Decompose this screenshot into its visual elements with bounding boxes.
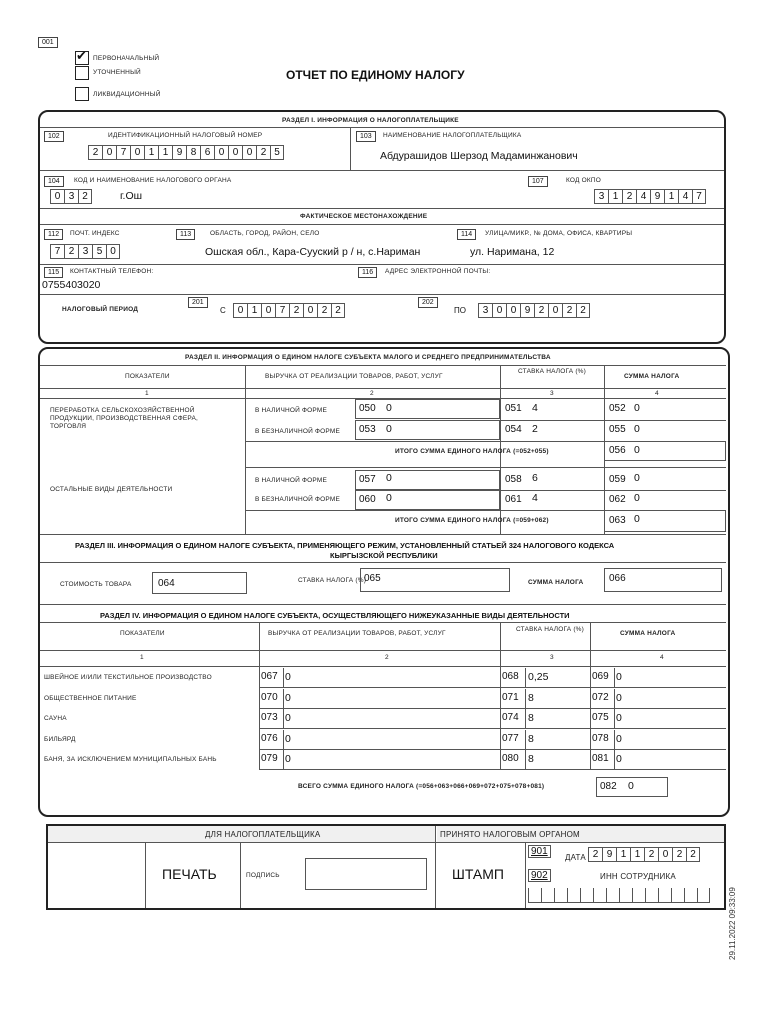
code-201: 201 — [188, 297, 208, 308]
s4-revenue-code: 067 — [261, 671, 278, 682]
sum-label: СУММА НАЛОГА — [528, 579, 584, 586]
s2-num-3: 3 — [550, 390, 554, 397]
s4-sum-value[interactable]: 0 — [616, 753, 622, 765]
field-065[interactable] — [360, 568, 510, 592]
s4-code-divider — [614, 730, 615, 749]
code-102: 102 — [44, 131, 64, 142]
s4-row-label: БИЛЬЯРД — [44, 736, 76, 743]
s4-rate-value[interactable]: 8 — [528, 712, 534, 724]
period-from-label: С — [220, 306, 226, 315]
value-053: 0 — [386, 423, 392, 435]
period-label: НАЛОГОВЫЙ ПЕРИОД — [62, 306, 139, 313]
s2-num-1: 1 — [145, 390, 149, 397]
taxpayer-name-label: НАИМЕНОВАНИЕ НАЛОГОПЛАТЕЛЬЩИКА — [383, 132, 522, 139]
s4-row-divider — [259, 749, 726, 750]
s4-col-revenue: ВЫРУЧКА ОТ РЕАЛИЗАЦИИ ТОВАРОВ, РАБОТ, УСЛУГ — [268, 630, 446, 637]
street[interactable]: ул. Наримана, 12 — [470, 246, 555, 258]
s2-noncash-label-1: В БЕЗНАЛИЧНОЙ ФОРМЕ — [255, 428, 341, 435]
s4-rate-code: 074 — [502, 712, 519, 723]
signature-label: ПОДПИСЬ — [246, 872, 280, 879]
code-064: 064 — [158, 578, 175, 589]
code-103: 103 — [356, 131, 376, 142]
employee-inn-cells[interactable] — [528, 888, 710, 903]
checkbox-initial[interactable] — [75, 48, 89, 65]
postal-cells[interactable]: 7 2 3 5 0 — [50, 244, 120, 259]
s4-sum-code: 072 — [592, 692, 609, 703]
checkbox-corrected[interactable] — [75, 66, 89, 80]
code-063: 063 — [609, 515, 626, 526]
value-054[interactable]: 2 — [532, 423, 538, 435]
s4-rate-code: 080 — [502, 753, 519, 764]
s4-revenue-code: 079 — [261, 753, 278, 764]
s4-row-divider — [259, 708, 726, 709]
code-053: 053 — [359, 424, 376, 435]
s4-row-label: ОБЩЕСТВЕННОЕ ПИТАНИЕ — [44, 695, 137, 702]
cost-label: СТОИМОСТЬ ТОВАРА — [60, 581, 132, 588]
code-062: 062 — [609, 494, 626, 505]
s2-col-indicators: ПОКАЗАТЕЛИ — [125, 373, 170, 380]
form-title: ОТЧЕТ ПО ЕДИНОМУ НАЛОГУ — [286, 68, 465, 82]
s4-revenue-code: 073 — [261, 712, 278, 723]
s4-code-divider — [283, 750, 284, 769]
s2-group-1: ПЕРЕРАБОТКА СЕЛЬСКОХОЗЯЙСТВЕННОЙ ПРОДУКЦИИ, ПРОИЗВОДСТВЕННАЯ СФЕРА, ТОРГОВЛЯ — [50, 407, 199, 430]
s2-num-2: 2 — [370, 390, 374, 397]
field-053[interactable] — [355, 420, 500, 440]
rate-label: СТАВКА НАЛОГА (%) — [298, 577, 367, 584]
value-057: 0 — [386, 472, 392, 484]
value-063: 0 — [634, 513, 640, 525]
s4-col-sum: СУММА НАЛОГА — [620, 630, 676, 637]
s2-group-2: ОСТАЛЬНЫЕ ВИДЫ ДЕЯТЕЛЬНОСТИ — [50, 486, 173, 493]
region[interactable]: Ошская обл., Кара-Сууский р / н, с.Нариман — [205, 246, 421, 258]
s4-code-divider — [525, 668, 526, 687]
code-902: 902 — [528, 869, 551, 882]
code-058: 058 — [505, 474, 522, 485]
tax-office-code[interactable]: 0 3 2 — [50, 189, 92, 204]
s4-code-divider — [283, 689, 284, 708]
s4-sum-code: 081 — [592, 753, 609, 764]
s2-col-revenue: ВЫРУЧКА ОТ РЕАЛИЗАЦИИ ТОВАРОВ, РАБОТ, УСЛУГ — [265, 373, 443, 380]
s4-col-rate: СТАВКА НАЛОГА (%) — [515, 626, 585, 633]
value-058[interactable]: 6 — [532, 472, 538, 484]
code-116: 116 — [358, 267, 377, 278]
section-4-header: РАЗДЕЛ IV. ИНФОРМАЦИЯ О ЕДИНОМ НАЛОГЕ СУБЪЕКТА, ОСУЩЕСТВЛЯЮЩЕГО НИЖЕУКАЗАННЫЕ ВИДЫ ДЕЯТЕЛЬНОСТИ — [100, 611, 570, 620]
s4-sum-code: 075 — [592, 712, 609, 723]
print-timestamp: 29.11.2022 09:33:09 — [728, 887, 737, 960]
s4-revenue-value[interactable]: 0 — [285, 733, 291, 745]
s2-num-4: 4 — [655, 390, 659, 397]
s4-sum-code: 069 — [592, 671, 609, 682]
s4-num-1: 1 — [140, 654, 144, 661]
code-066: 066 — [609, 573, 626, 584]
code-052: 052 — [609, 403, 626, 414]
s4-rate-value[interactable]: 0,25 — [528, 671, 549, 683]
s4-num-3: 3 — [550, 654, 554, 661]
code-104: 104 — [44, 176, 64, 187]
s4-row-label: САУНА — [44, 715, 67, 722]
code-054: 054 — [505, 424, 522, 435]
checkbox-initial-label: ПЕРВОНАЧАЛЬНЫЙ — [93, 55, 160, 62]
s4-total-label: ВСЕГО СУММА ЕДИНОГО НАЛОГА (=056+063+066+069+072+075+078+081) — [298, 783, 545, 790]
street-label: УЛИЦА/МИКР., № ДОМА, ОФИСА, КВАРТИРЫ — [485, 230, 633, 237]
tax-office-name[interactable]: г.Ош — [120, 190, 143, 202]
s4-rate-code: 068 — [502, 671, 519, 682]
value-056: 0 — [634, 444, 640, 456]
code-082: 082 — [600, 781, 617, 792]
s4-revenue-value[interactable]: 0 — [285, 753, 291, 765]
value-059[interactable]: 0 — [634, 472, 640, 484]
checkbox-liquidation[interactable] — [75, 87, 89, 101]
tax-office-label: КОД И НАИМЕНОВАНИЕ НАЛОГОВОГО ОРГАНА — [74, 177, 232, 184]
period-to-label: ПО — [454, 306, 466, 315]
employee-inn-label: ИНН СОТРУДНИКА — [600, 872, 676, 881]
code-060: 060 — [359, 494, 376, 505]
code-202: 202 — [418, 297, 438, 308]
s2-noncash-label-2: В БЕЗНАЛИЧНОЙ ФОРМЕ — [255, 496, 341, 503]
s4-code-divider — [283, 668, 284, 687]
check-mark-icon: ✔ — [76, 48, 87, 63]
checkbox-corrected-label: УТОЧНЕННЫЙ — [93, 69, 141, 76]
section-2-header: РАЗДЕЛ II. ИНФОРМАЦИЯ О ЕДИНОМ НАЛОГЕ СУБЪЕКТА МАЛОГО И СРЕДНЕГО ПРЕДПРИНИМАТЕЛЬСТВА — [185, 354, 551, 361]
phone-label: КОНТАКТНЫЙ ТЕЛЕФОН: — [70, 268, 154, 275]
field-057[interactable] — [355, 470, 500, 490]
code-061: 061 — [505, 494, 522, 505]
value-082: 0 — [628, 780, 634, 792]
region-label: ОБЛАСТЬ, ГОРОД, РАЙОН, СЕЛО — [210, 230, 320, 237]
code-056: 056 — [609, 445, 626, 456]
postal-label: ПОЧТ. ИНДЕКС — [70, 230, 120, 237]
s2-total-1-label: ИТОГО СУММА ЕДИНОГО НАЛОГА (=052+055) — [395, 448, 549, 455]
s4-rate-code: 077 — [502, 733, 519, 744]
section-1-header: РАЗДЕЛ I. ИНФОРМАЦИЯ О НАЛОГОПЛАТЕЛЬЩИКЕ — [282, 117, 459, 124]
s4-revenue-code: 070 — [261, 692, 278, 703]
acceptance-date[interactable]: 2 9 1 1 2 0 2 2 — [588, 847, 700, 862]
period-from[interactable]: 0 1 0 7 2 0 2 2 — [233, 303, 345, 318]
value-061[interactable]: 4 — [532, 492, 538, 504]
s4-revenue-code: 076 — [261, 733, 278, 744]
value-050: 0 — [386, 402, 392, 414]
inn-cells[interactable]: 2 0 7 0 1 1 9 8 6 0 0 0 2 5 — [88, 145, 284, 160]
code-115: 115 — [44, 267, 63, 278]
s4-sum-value[interactable]: 0 — [616, 712, 622, 724]
s4-sum-value[interactable]: 0 — [616, 733, 622, 745]
s2-col-rate: СТАВКА НАЛОГА (%) — [517, 368, 587, 375]
s4-col-indicators: ПОКАЗАТЕЛИ — [120, 630, 165, 637]
s4-num-2: 2 — [385, 654, 389, 661]
section-3-header: РАЗДЕЛ III. ИНФОРМАЦИЯ О ЕДИНОМ НАЛОГЕ СУБЪЕКТА, ПРИМЕНЯЮЩЕГО РЕЖИМ, УСТАНОВЛЕННЫЙ СТАТЬЕЙ 324 НАЛОГОВОГО КОДЕКСА — [75, 541, 615, 550]
email-label: АДРЕС ЭЛЕКТРОННОЙ ПОЧТЫ: — [385, 268, 491, 275]
s4-row-divider — [259, 728, 726, 729]
s4-code-divider — [525, 730, 526, 749]
value-055[interactable]: 0 — [634, 423, 640, 435]
s4-code-divider — [283, 709, 284, 728]
code-107: 107 — [528, 176, 548, 187]
code-051: 051 — [505, 403, 522, 414]
s4-code-divider — [525, 750, 526, 769]
code-065: 065 — [364, 573, 381, 584]
s4-row-divider — [259, 687, 726, 688]
form-code-001: 001 — [38, 37, 58, 48]
s4-row-label: БАНЯ, ЗА ИСКЛЮЧЕНИЕМ МУНИЦИПАЛЬНЫХ БАНЬ — [44, 756, 217, 763]
s2-cash-label-2: В НАЛИЧНОЙ ФОРМЕ — [255, 477, 328, 484]
footer-right-header: ПРИНЯТО НАЛОГОВЫМ ОРГАНОМ — [440, 830, 580, 839]
signature-field[interactable] — [305, 858, 427, 890]
s4-revenue-value[interactable]: 0 — [285, 671, 291, 683]
s4-num-4: 4 — [660, 654, 664, 661]
phone[interactable]: 0755403020 — [42, 279, 101, 291]
s4-code-divider — [525, 709, 526, 728]
s4-revenue-value[interactable]: 0 — [285, 692, 291, 704]
s4-sum-code: 078 — [592, 733, 609, 744]
code-901: 901 — [528, 845, 551, 858]
s4-code-divider — [525, 689, 526, 708]
field-050[interactable] — [355, 399, 500, 419]
okpo-cells[interactable]: 3 1 2 4 9 1 4 7 — [594, 189, 706, 204]
code-114: 114 — [457, 229, 476, 240]
inn-label: ИДЕНТИФИКАЦИОННЫЙ НАЛОГОВЫЙ НОМЕР — [108, 132, 263, 139]
s4-code-divider — [614, 709, 615, 728]
footer-left-header: ДЛЯ НАЛОГОПЛАТЕЛЬЩИКА — [205, 830, 321, 839]
section-3-header-2: КЫРГЫЗСКОЙ РЕСПУБЛИКИ — [330, 551, 438, 560]
s4-code-divider — [614, 668, 615, 687]
s2-cash-label-1: В НАЛИЧНОЙ ФОРМЕ — [255, 407, 328, 414]
value-052[interactable]: 0 — [634, 402, 640, 414]
seal-label: ПЕЧАТЬ — [162, 866, 217, 882]
s4-code-divider — [614, 750, 615, 769]
s4-code-divider — [614, 689, 615, 708]
s4-row-label: ШВЕЙНОЕ И/ИЛИ ТЕКСТИЛЬНОЕ ПРОИЗВОДСТВО — [44, 674, 212, 681]
s2-total-2-label: ИТОГО СУММА ЕДИНОГО НАЛОГА (=059+062) — [395, 517, 549, 524]
code-113: 113 — [176, 229, 195, 240]
s4-rate-value[interactable]: 8 — [528, 753, 534, 765]
field-060[interactable] — [355, 490, 500, 510]
value-062[interactable]: 0 — [634, 492, 640, 504]
taxpayer-name[interactable]: Абдурашидов Шерзод Мадаминжанович — [380, 150, 578, 162]
code-112: 112 — [44, 229, 63, 240]
okpo-label: КОД ОКПО — [566, 177, 602, 184]
s4-sum-value[interactable]: 0 — [616, 692, 622, 704]
s4-row-divider — [259, 769, 726, 770]
code-057: 057 — [359, 474, 376, 485]
s4-rate-value[interactable]: 8 — [528, 692, 534, 704]
code-055: 055 — [609, 424, 626, 435]
stamp-label: ШТАМП — [452, 866, 504, 882]
code-059: 059 — [609, 474, 626, 485]
s4-revenue-value[interactable]: 0 — [285, 712, 291, 724]
s4-code-divider — [283, 730, 284, 749]
period-to[interactable]: 3 0 0 9 2 0 2 2 — [478, 303, 590, 318]
value-051[interactable]: 4 — [532, 402, 538, 414]
s4-rate-value[interactable]: 8 — [528, 733, 534, 745]
checkbox-liquidation-label: ЛИКВИДАЦИОННЫЙ — [93, 91, 161, 98]
s4-sum-value[interactable]: 0 — [616, 671, 622, 683]
date-label: ДАТА — [565, 853, 586, 862]
value-060: 0 — [386, 492, 392, 504]
location-header: ФАКТИЧЕСКОЕ МЕСТОНАХОЖДЕНИЕ — [300, 213, 428, 220]
s2-col-sum: СУММА НАЛОГА — [624, 373, 680, 380]
code-050: 050 — [359, 403, 376, 414]
s4-rate-code: 071 — [502, 692, 519, 703]
